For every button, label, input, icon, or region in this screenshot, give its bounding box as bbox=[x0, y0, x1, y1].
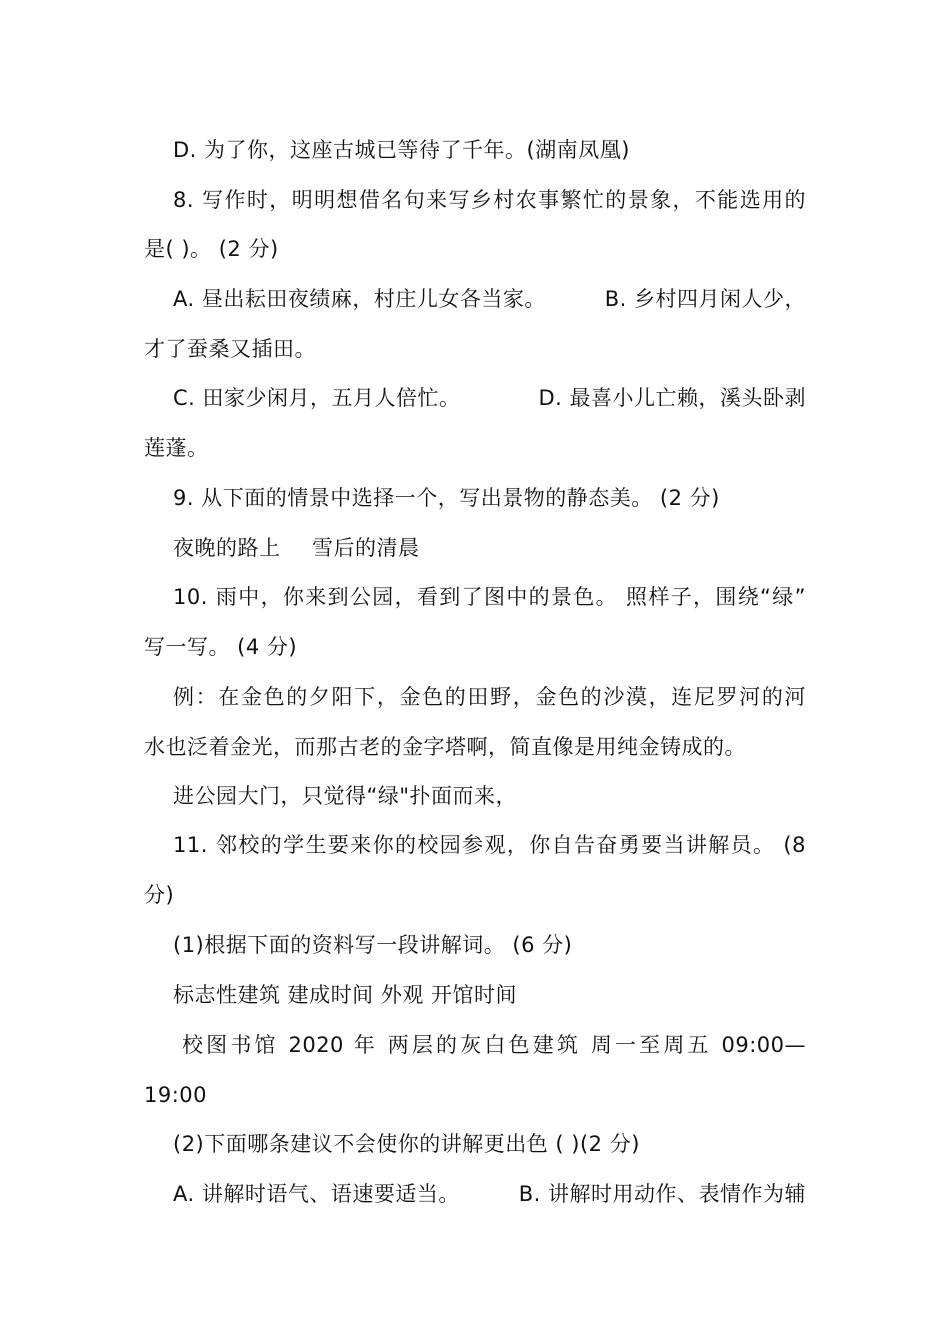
q11-part1: (1)根据下面的资料写一段讲解词。 (6 分) bbox=[173, 933, 573, 957]
q9-choices bbox=[173, 533, 806, 563]
q11-part2-option-b: B. 讲解时用动作、表情作为辅 bbox=[518, 1182, 806, 1206]
q7-option-d: D. 为了你，这座古城已等待了千年。(湖南凤凰) bbox=[173, 138, 630, 162]
q10-stem-line2: 写一写。 (4 分) bbox=[144, 635, 298, 659]
q9-choice-night-road: 夜晚的路上 bbox=[173, 536, 281, 560]
q11-table-row-line2: 19:00 bbox=[144, 1083, 208, 1107]
q8-stem-line2: 是( )。 (2 分) bbox=[144, 237, 279, 261]
q8-option-a: A. 昼出耘田夜绩麻，村庄儿女各当家。 bbox=[173, 287, 546, 311]
q8-options-ab bbox=[173, 284, 806, 314]
q8-option-b-cont: 才了蚕桑又插田。 bbox=[144, 337, 316, 361]
q10-example-line1: 例：在金色的夕阳下，金色的田野，金色的沙漠，连尼罗河的河 bbox=[173, 685, 806, 709]
q11-part2-options bbox=[173, 1179, 806, 1209]
q10-stem-line1: 10. 雨中，你来到公园，看到了图中的景色。 照样子，围绕“绿” bbox=[173, 585, 806, 609]
q11-stem-line2: 分) bbox=[144, 883, 175, 907]
q8-option-c: C. 田家少闲月，五月人倍忙。 bbox=[173, 386, 461, 410]
q11-table-row-line1: 校图书馆 2020 年 两层的灰白色建筑 周一至周五 09:00— bbox=[182, 1033, 806, 1057]
q9-choice-snow-morning: 雪后的清晨 bbox=[312, 536, 420, 560]
q9-stem: 9. 从下面的情景中选择一个，写出景物的静态美。 (2 分) bbox=[173, 486, 720, 510]
q11-part2-option-a: A. 讲解时语气、语速要适当。 bbox=[173, 1182, 460, 1206]
q8-option-d: D. 最喜小儿亡赖，溪头卧剥 bbox=[538, 386, 806, 410]
q11-table-header: 标志性建筑 建成时间 外观 开馆时间 bbox=[173, 983, 518, 1007]
q8-option-b: B. 乡村四月闲人少， bbox=[604, 287, 806, 311]
q8-options-cd bbox=[173, 383, 806, 413]
q8-stem-line1: 8. 写作时，明明想借名句来写乡村农事繁忙的景象，不能选用的 bbox=[173, 188, 806, 212]
q11-stem-line1: 11. 邻校的学生要来你的校园参观，你自告奋勇要当讲解员。 (8 bbox=[173, 833, 806, 857]
q8-option-d-cont: 莲蓬。 bbox=[144, 436, 209, 460]
q11-part2: (2)下面哪条建议不会使你的讲解更出色 ( )(2 分) bbox=[173, 1132, 640, 1156]
q10-example-line2: 水也泛着金光，而那古老的金字塔啊，简直像是用纯金铸成的。 bbox=[144, 735, 746, 759]
q10-writing-start: 进公园大门，只觉得“绿"扑面而来， bbox=[173, 784, 518, 808]
